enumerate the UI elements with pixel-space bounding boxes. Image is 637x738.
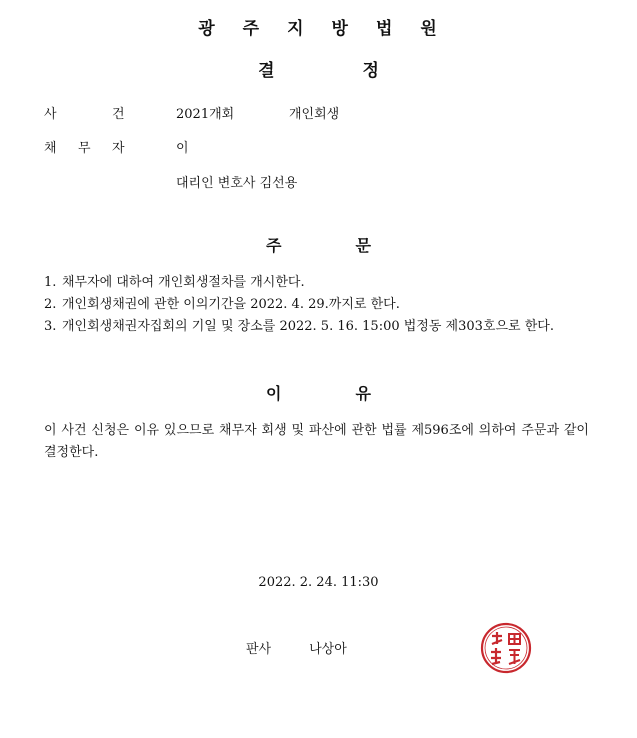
order-number: 3.: [44, 319, 57, 334]
judge-title: 판사: [246, 642, 272, 657]
order-text: 개인회생채권자집회의 기일 및 장소를 2022. 5. 16. 15:00 법정동 제303호으로 한다.: [62, 319, 554, 334]
order-section-title: [0, 233, 637, 256]
court-name-char: 주: [242, 19, 262, 39]
decision-datetime: 2022. 2. 24. 11:30: [258, 575, 379, 590]
case-label-char: 건: [112, 107, 125, 122]
order-title-char: 주: [266, 236, 282, 255]
case-number: 2021개회: [176, 107, 235, 122]
court-name-char: 원: [420, 19, 439, 39]
order-item: [44, 294, 589, 316]
reason-title-char: 유: [355, 384, 371, 403]
debtor-agent: 대리인 변호사 김선용: [176, 176, 298, 191]
court-seal-stamp-icon: [480, 622, 532, 674]
order-item: [44, 316, 589, 338]
reason-title-char: 이: [266, 384, 282, 403]
judge-signature-line: [246, 638, 347, 657]
debtor-label-char: 채: [44, 141, 57, 156]
court-name-char: 방: [331, 19, 350, 39]
judge-name: 나상아: [309, 642, 347, 657]
court-name-char: 광: [198, 19, 217, 39]
debtor-name: 이: [176, 141, 189, 156]
order-item: [44, 272, 589, 294]
debtor-label-char: 무: [78, 141, 91, 156]
case-type: 개인회생: [289, 107, 340, 122]
order-title-char: 문: [355, 236, 371, 255]
reason-section-title: [0, 381, 637, 404]
order-text: 채무자에 대하여 개인회생절차를 개시한다.: [62, 275, 305, 290]
case-label-char: 사: [44, 107, 57, 122]
order-text: 개인회생채권에 관한 이의기간을 2022. 4. 29.까지로 한다.: [62, 297, 400, 312]
order-number: 1.: [44, 275, 57, 290]
document-title-char: 결: [258, 61, 275, 81]
order-number: 2.: [44, 297, 57, 312]
document-title: [0, 56, 637, 81]
court-name: [0, 14, 637, 39]
court-name-char: 지: [287, 19, 306, 39]
reason-text: 이 사건 신청은 이유 있으므로 채무자 회생 및 파산에 관한 법률 제596조에 의하여 주문과 같이 결정한다.: [44, 423, 589, 460]
debtor-label-char: 자: [112, 141, 125, 156]
document-title-char: 정: [362, 61, 379, 81]
court-name-char: 법: [375, 19, 395, 39]
order-list: [44, 272, 589, 338]
